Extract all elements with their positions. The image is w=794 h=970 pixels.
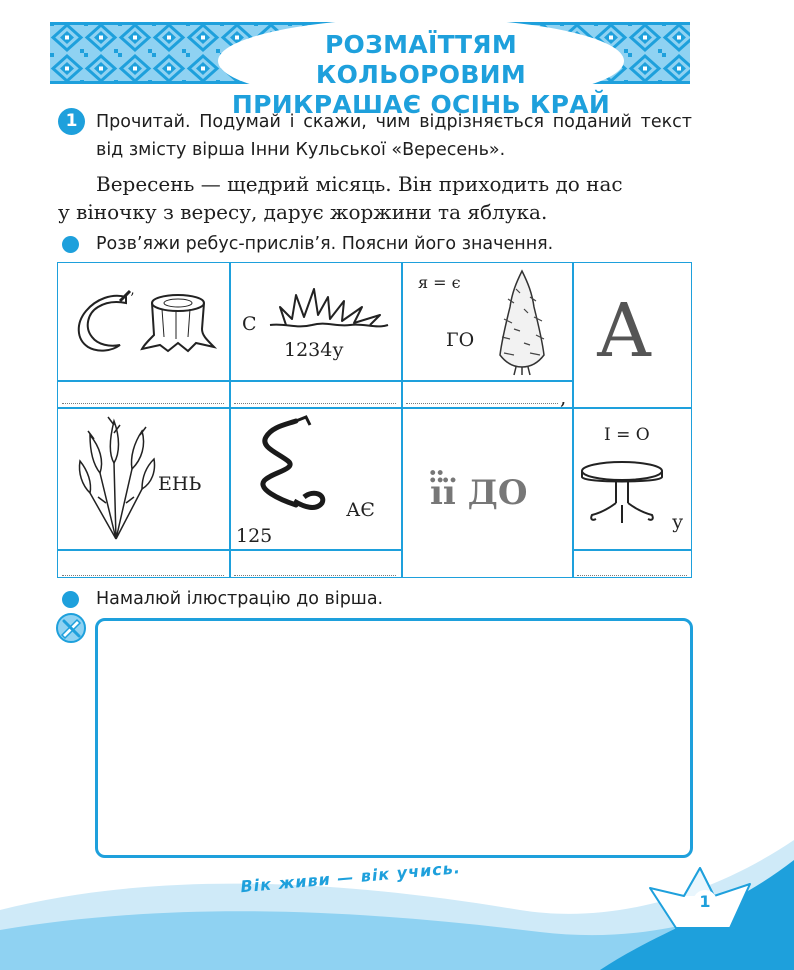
story-text [58, 170, 692, 226]
footer-motto: Вік живи — вік учись. [239, 858, 462, 897]
answer-line[interactable] [577, 575, 687, 576]
page-title [218, 30, 624, 120]
table-divider [58, 407, 691, 409]
rebus-equation: І = О [604, 425, 650, 445]
table-divider [572, 549, 691, 551]
round-table-icon [578, 459, 666, 531]
rebus-letters: ГО [446, 329, 475, 351]
title-line-1: РОЗМАЇТТЯМ КОЛЬОРОВИМ [315, 30, 527, 89]
table-divider [58, 380, 572, 382]
bullet-dot [62, 236, 79, 253]
story-line-1: Вересень — щедрий місяць. Він приходить до нас [96, 172, 623, 196]
leash-icon [234, 415, 334, 515]
answer-line[interactable] [234, 403, 396, 404]
wheat-icon [76, 413, 156, 543]
draw-instruction: Намалюй ілюстрацію до вірша. [96, 589, 384, 609]
title-line-2: ПРИКРАШАЄ ОСІНЬ КРАЙ [231, 90, 611, 119]
answer-line[interactable] [234, 575, 396, 576]
answer-line[interactable] [62, 403, 224, 404]
page-number: 1 [693, 890, 717, 914]
answer-line[interactable] [406, 403, 558, 404]
rebus-big-letter: А [596, 288, 653, 374]
rebus-digits: 1234у [284, 339, 344, 361]
rebus-letters: АЄ [346, 499, 375, 521]
rebus-equation: я = є [418, 273, 461, 292]
table-divider [401, 263, 403, 577]
sickle-stump-icon [68, 289, 218, 359]
rebus-syllables: ї̈ї ДО [430, 473, 528, 513]
rebus-table [57, 262, 692, 578]
pencil-brush-icon [55, 612, 87, 644]
rebus-letter: у [672, 511, 684, 533]
story-line-2: у віночку з вересу, дарує жоржини та яблука. [58, 200, 548, 224]
rebus-letters: ЕНЬ [158, 473, 202, 495]
title-banner [50, 16, 690, 119]
rebus-digits: 125 [236, 525, 273, 547]
grass-icon [266, 285, 392, 333]
rebus-letter: С [242, 313, 257, 335]
bullet-dot [62, 591, 79, 608]
cypress-tree-icon [494, 269, 550, 377]
task-instruction: Прочитай. Подумай і скажи, чим відрізняється поданий текст від змісту вірша Інни Кульської «Вересень». [96, 112, 692, 160]
rebus-comma: , [560, 385, 567, 409]
rebus-instruction: Розв’яжи ребус-прислів’я. Поясни його значення. [96, 234, 554, 254]
table-divider [572, 263, 574, 577]
answer-line[interactable] [62, 575, 224, 576]
svg-text:’: ’ [130, 291, 135, 307]
task-number-badge: 1 [58, 108, 85, 135]
table-divider [229, 263, 231, 577]
table-divider [58, 549, 401, 551]
